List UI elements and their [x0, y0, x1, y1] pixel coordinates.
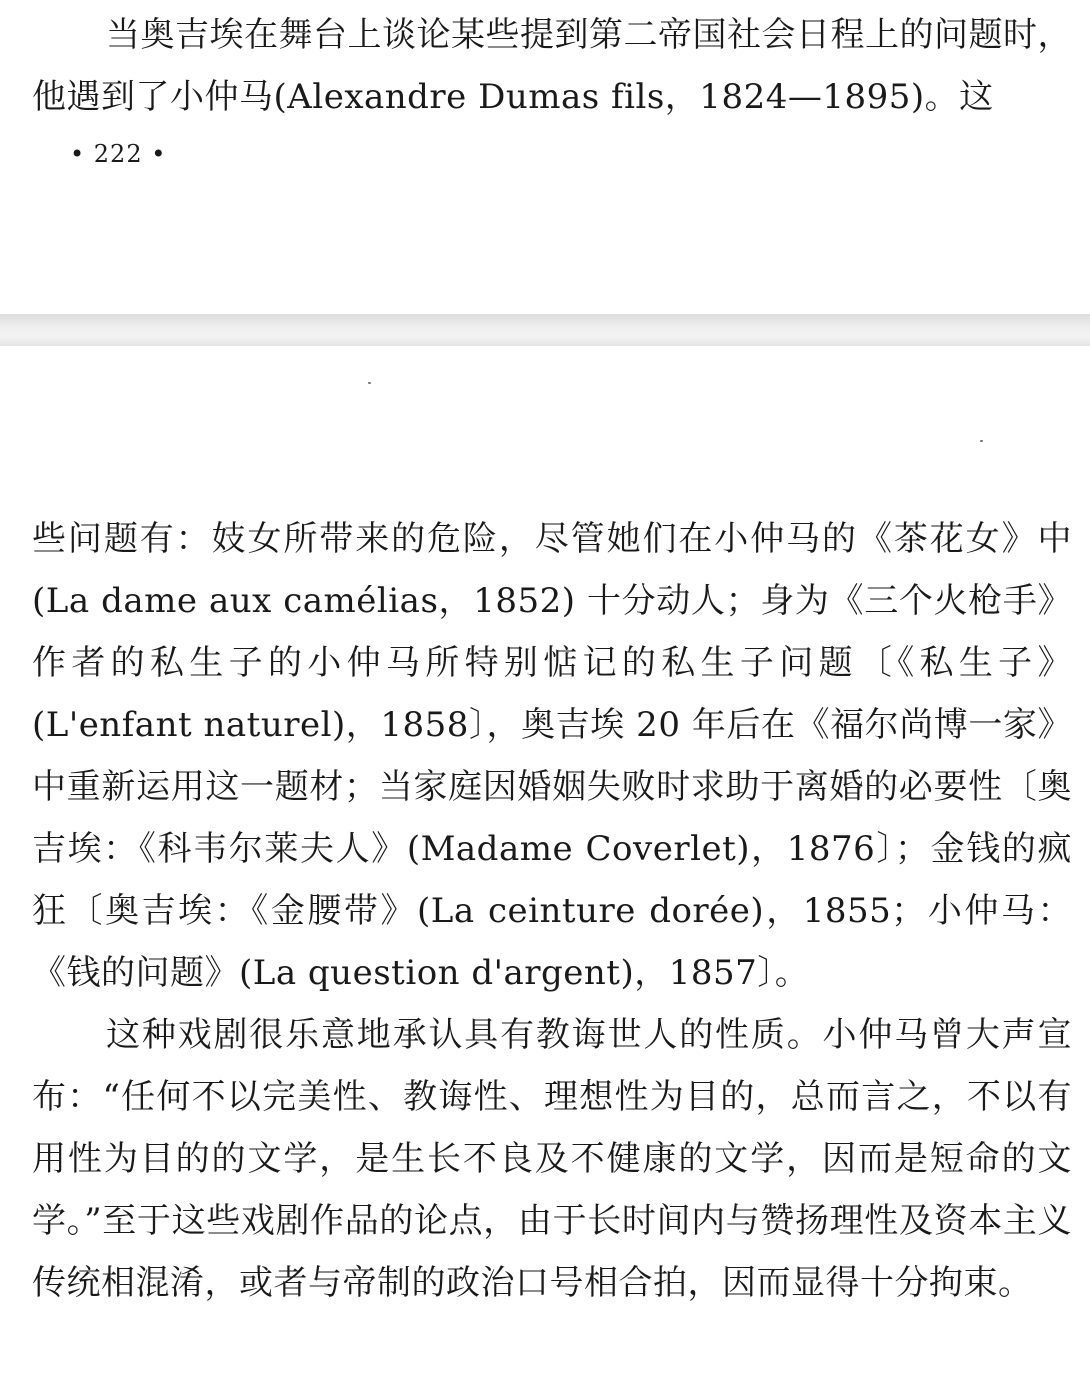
bottom-paragraph-2: 这种戏剧很乐意地承认具有教诲世人的性质。小仲马曾大声宣布：“任何不以完美性、教诲性、理想性为目的，总而言之，不以有用性为目的的文学，是生长不良及不健康的文学，因而是短命的文学。”至于这些戏剧作品的论点，由于长时间内与赞扬理性及资本主义传统相混淆，或者与帝制的政治口号相合拍，因而显得十分拘束。 [32, 1015, 1072, 1303]
top-paragraph: 当奥吉埃在舞台上谈论某些提到第二帝国社会日程上的问题时，他遇到了小仲马(Alexandre Dumas fils，1824—1895)。这 [32, 15, 1072, 117]
page-separator [0, 314, 1090, 346]
page-number: • 222 • [70, 140, 167, 168]
bottom-page-text [32, 508, 1072, 1314]
bottom-paragraph-1: 些问题有：妓女所带来的危险，尽管她们在小仲马的《茶花女》中(La dame aux camélias，1852) 十分动人；身为《三个火枪手》作者的私生子的小仲马所特别惦记的私生子问题〔《私生子》(L'enfant naturel)，1858〕，奥吉埃 20 年后在《福尔尚博一家》中重新运用这一题材；当家庭因婚姻失败时求助于离婚的必要性〔奥吉埃：《科韦尔莱夫人》(Madame Coverlet)，1876〕；金钱的疯狂〔奥吉埃：《金腰带》(La ceinture dorée)，1855；小仲马：《钱的问题》(La question d'argent)，1857〕。 [32, 519, 1072, 993]
scan-speck [368, 382, 371, 384]
top-page-text [32, 4, 1072, 128]
top-page [0, 0, 1090, 314]
scan-speck [980, 440, 983, 442]
